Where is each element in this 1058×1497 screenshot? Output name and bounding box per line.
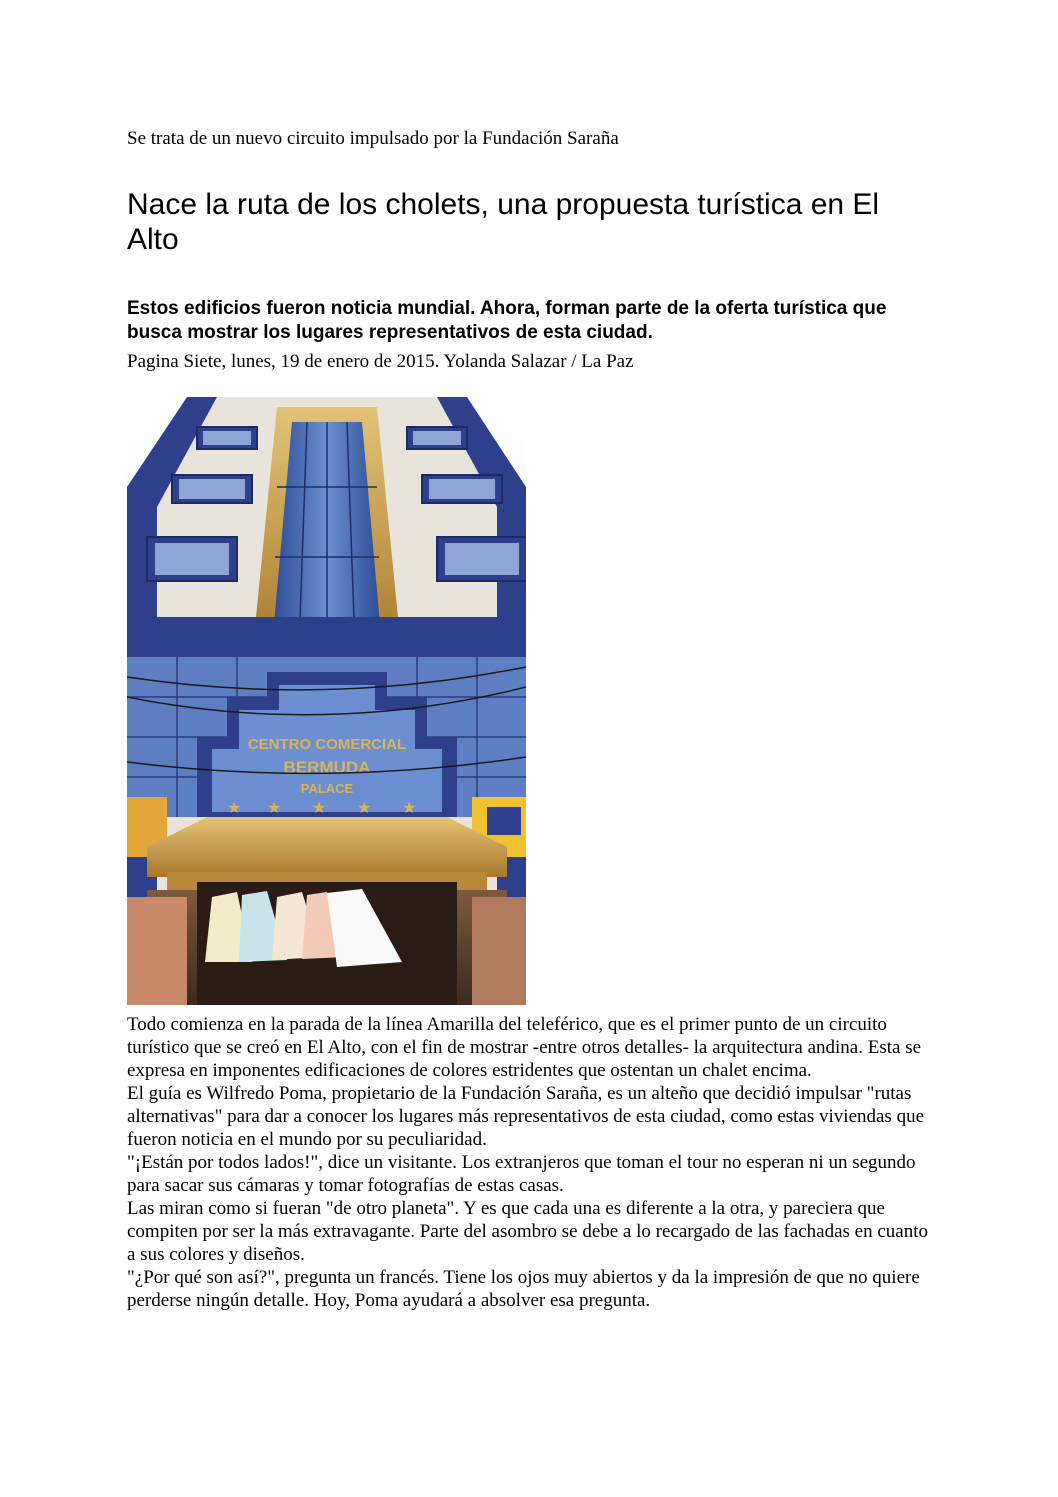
svg-text:★: ★ [267, 798, 282, 817]
building-photo [127, 377, 526, 1005]
svg-text:★: ★ [357, 798, 372, 817]
article-dateline: Pagina Siete, lunes, 19 de enero de 2015. Yolanda Salazar / La Paz [127, 351, 634, 372]
body-paragraph: "¿Por qué son así?", pregunta un francés. Tiene los ojos muy abiertos y da la impresión de que no quiere perderse ningún detalle. Hoy, Poma ayudará a absolver esa pregunta. [127, 1267, 920, 1311]
svg-text:★: ★ [312, 798, 327, 817]
sign-text-line1: CENTRO COMERCIAL [247, 736, 407, 753]
sign-text-line3: PALACE [300, 781, 354, 796]
article-body [127, 1013, 937, 1312]
svg-text:★: ★ [402, 798, 417, 817]
body-paragraph: El guía es Wilfredo Poma, propietario de la Fundación Saraña, es un alteño que decidió impulsar "rutas alternativas" para dar a conocer los lugares más representativos de esta ciudad, como estas viviendas que fueron noticia en el mundo por su peculiaridad. [127, 1083, 925, 1150]
body-paragraph: Todo comienza en la parada de la línea Amarilla del teleférico, que es el primer punto de un circuito turístico que se creó en El Alto, con el fin de mostrar -entre otros detalles- la arquitectura andina. Esta se expresa en imponentes edificaciones de colores estridentes que ostentan un chalet encima. [127, 1014, 922, 1081]
sign-text-line2: BERMUDA [283, 758, 371, 777]
body-paragraph: "¡Están por todos lados!", dice un visitante. Los extranjeros que toman el tour no esperan ni un segundo para sacar sus cámaras y tomar fotografías de estas casas. [127, 1152, 916, 1196]
article-kicker: Se trata de un nuevo circuito impulsado por la Fundación Saraña [127, 128, 619, 149]
article-headline: Nace la ruta de los cholets, una propuesta turística en El Alto [127, 188, 880, 256]
body-paragraph: Las miran como si fueran "de otro planeta". Y es que cada una es diferente a la otra, y pareciera que compiten por ser la más extravagante. Parte del asombro se debe a lo recargado de las fachadas en cuanto a sus colores y diseños. [127, 1198, 929, 1265]
article-lead: Estos edificios fueron noticia mundial. Ahora, forman parte de la oferta turística que busca mostrar los lugares representativos de esta ciudad. [127, 298, 887, 343]
svg-text:★: ★ [227, 798, 242, 817]
